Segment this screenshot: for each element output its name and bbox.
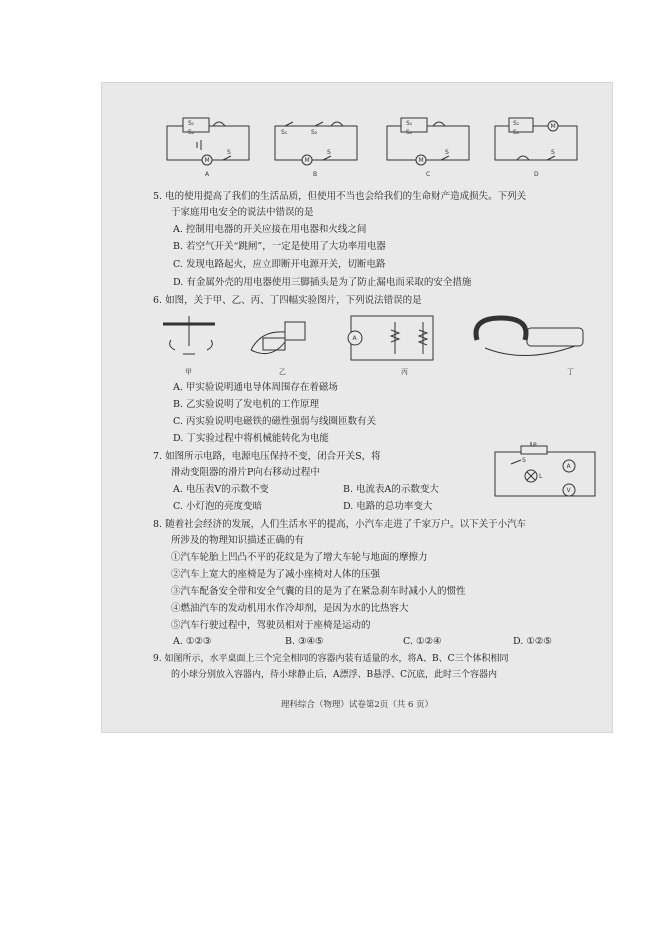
q6-label-yi: 乙: [279, 368, 286, 376]
q7-circuit-diagram: [491, 440, 601, 504]
q8-statement-2: ②汽车上宽大的座椅是为了减小座椅对人体的压强: [171, 569, 381, 580]
q7-slider-p: P: [533, 442, 537, 449]
q5-option-d: D. 有金属外壳的用电器使用三脚插头是为了防止漏电而采取的安全措施: [173, 277, 472, 288]
q5-option-a: A. 控制用电器的开关应接在用电器和火线之间: [173, 224, 367, 235]
figure-bing: [348, 316, 433, 360]
circuit-c-motor: M: [418, 157, 424, 164]
q5-option-b: B. 若空气开关“跳闸”，一定是使用了大功率用电器: [173, 241, 386, 252]
circuit-label-a: A: [205, 171, 210, 178]
q8-option-a: A. ①②③: [173, 636, 212, 647]
q7-lamp-l: L: [539, 473, 543, 480]
circuit-d-motor: M: [550, 123, 556, 130]
q6-option-b: B. 乙实验说明了发电机的工作原理: [173, 399, 320, 410]
circuit-a-s2: S₂: [188, 129, 195, 136]
circuit-a-motor: M: [204, 157, 210, 164]
q8-stem-line1: 8. 随着社会经济的发展，人们生活水平的提高，小汽车走进了千家万户。以下关于小汽车: [153, 519, 527, 530]
q8-option-b: B. ③④⑤: [285, 636, 324, 647]
q6-label-ding: 丁: [567, 368, 574, 376]
q8-statement-3: ③汽车配备安全带和安全气囊的目的是为了在紧急刹车时减小人的惯性: [171, 586, 466, 597]
q5-stem-line1: 5. 电的使用提高了我们的生活品质，但使用不当也会给我们的生命财产造成损失。下列关: [153, 191, 527, 202]
q9-stem-line1: 9. 如图所示，水平桌面上三个完全相同的容器内装有适量的水，将A、B、C三个体积相同: [153, 654, 509, 664]
circuit-d-s2: S₂: [513, 129, 520, 136]
circuit-b-s1: S₁: [281, 129, 288, 136]
circuit-b-s: S: [327, 149, 331, 156]
q8-option-d: D. ①②⑤: [513, 636, 552, 647]
circuit-b-s2: S₂: [311, 129, 318, 136]
figure-jia: [163, 316, 215, 354]
q7-option-c: C. 小灯泡的亮度变暗: [173, 501, 262, 512]
circuit-b-motor: M: [304, 157, 310, 164]
q6-stem: 6. 如图，关于甲、乙、丙、丁四幅实验图片，下列说法错误的是: [153, 295, 422, 306]
circuit-c-s2: S₂: [406, 129, 413, 136]
figure-yi: [251, 322, 305, 354]
circuit-label-b: B: [313, 171, 318, 178]
q7-meter-a: A: [566, 463, 571, 470]
circuit-a-s: S: [227, 149, 231, 156]
q8-stem-line2: 所涉及的物理知识描述正确的有: [171, 535, 305, 546]
page-footer: 理科综合（物理）试卷第2页（共 6 页）: [280, 700, 434, 710]
q6-label-bing: 丙: [401, 368, 408, 376]
q7-option-b: B. 电流表A的示数变大: [343, 484, 439, 495]
circuit-d: [495, 118, 577, 160]
circuit-d-s: S: [551, 149, 555, 156]
circuit-d-s1: S₁: [513, 120, 520, 127]
q6-option-c: C. 丙实验说明电磁铁的磁性强弱与线圈匝数有关: [173, 416, 376, 427]
q5-option-c: C. 发现电路起火，应立即断开电源开关，切断电路: [173, 259, 386, 270]
figure-ding: [476, 318, 583, 356]
q7-option-a: A. 电压表V的示数不变: [173, 484, 269, 495]
q6-label-jia: 甲: [185, 368, 192, 376]
q7-stem-line2: 滑动变阻器的滑片P向右移动过程中: [171, 467, 320, 478]
q6-experiment-figures: [155, 310, 605, 380]
exam-page: [101, 82, 613, 733]
q7-meter-v: V: [566, 487, 571, 494]
q8-statement-1: ①汽车轮胎上凹凸不平的花纹是为了增大车轮与地面的摩擦力: [171, 552, 428, 563]
circuit-c-s: S: [445, 149, 449, 156]
q7-switch-s: S: [522, 457, 526, 464]
q5-stem-line2: 于家庭用电安全的说法中错误的是: [171, 207, 314, 218]
q8-statement-4: ④燃油汽车的发动机用水作冷却剂，是因为水的比热容大: [171, 603, 409, 614]
circuit-a-s1: S₁: [188, 120, 195, 127]
q8-statement-5: ⑤汽车行驶过程中，驾驶员相对于座椅是运动的: [171, 620, 371, 631]
q6-meter-a: A: [352, 335, 357, 342]
q8-option-c: C. ①②④: [403, 636, 442, 647]
circuit-c-s1: S₁: [406, 120, 413, 127]
circuit-label-c: C: [426, 171, 431, 178]
q7-stem-line1: 7. 如图所示电路，电源电压保持不变，闭合开关S，将: [153, 451, 381, 462]
circuit-c: [387, 118, 469, 165]
q6-option-d: D. 丁实验过程中将机械能转化为电能: [173, 433, 329, 444]
circuit-options-figure: [161, 114, 591, 182]
q7-option-d: D. 电路的总功率变大: [343, 501, 433, 512]
q9-stem-line2: 的小球分别放入容器内，待小球静止后，A漂浮、B悬浮、C沉底，此时三个容器内: [171, 670, 498, 680]
q6-option-a: A. 甲实验说明通电导体周围存在着磁场: [173, 382, 338, 393]
circuit-label-d: D: [534, 171, 539, 178]
